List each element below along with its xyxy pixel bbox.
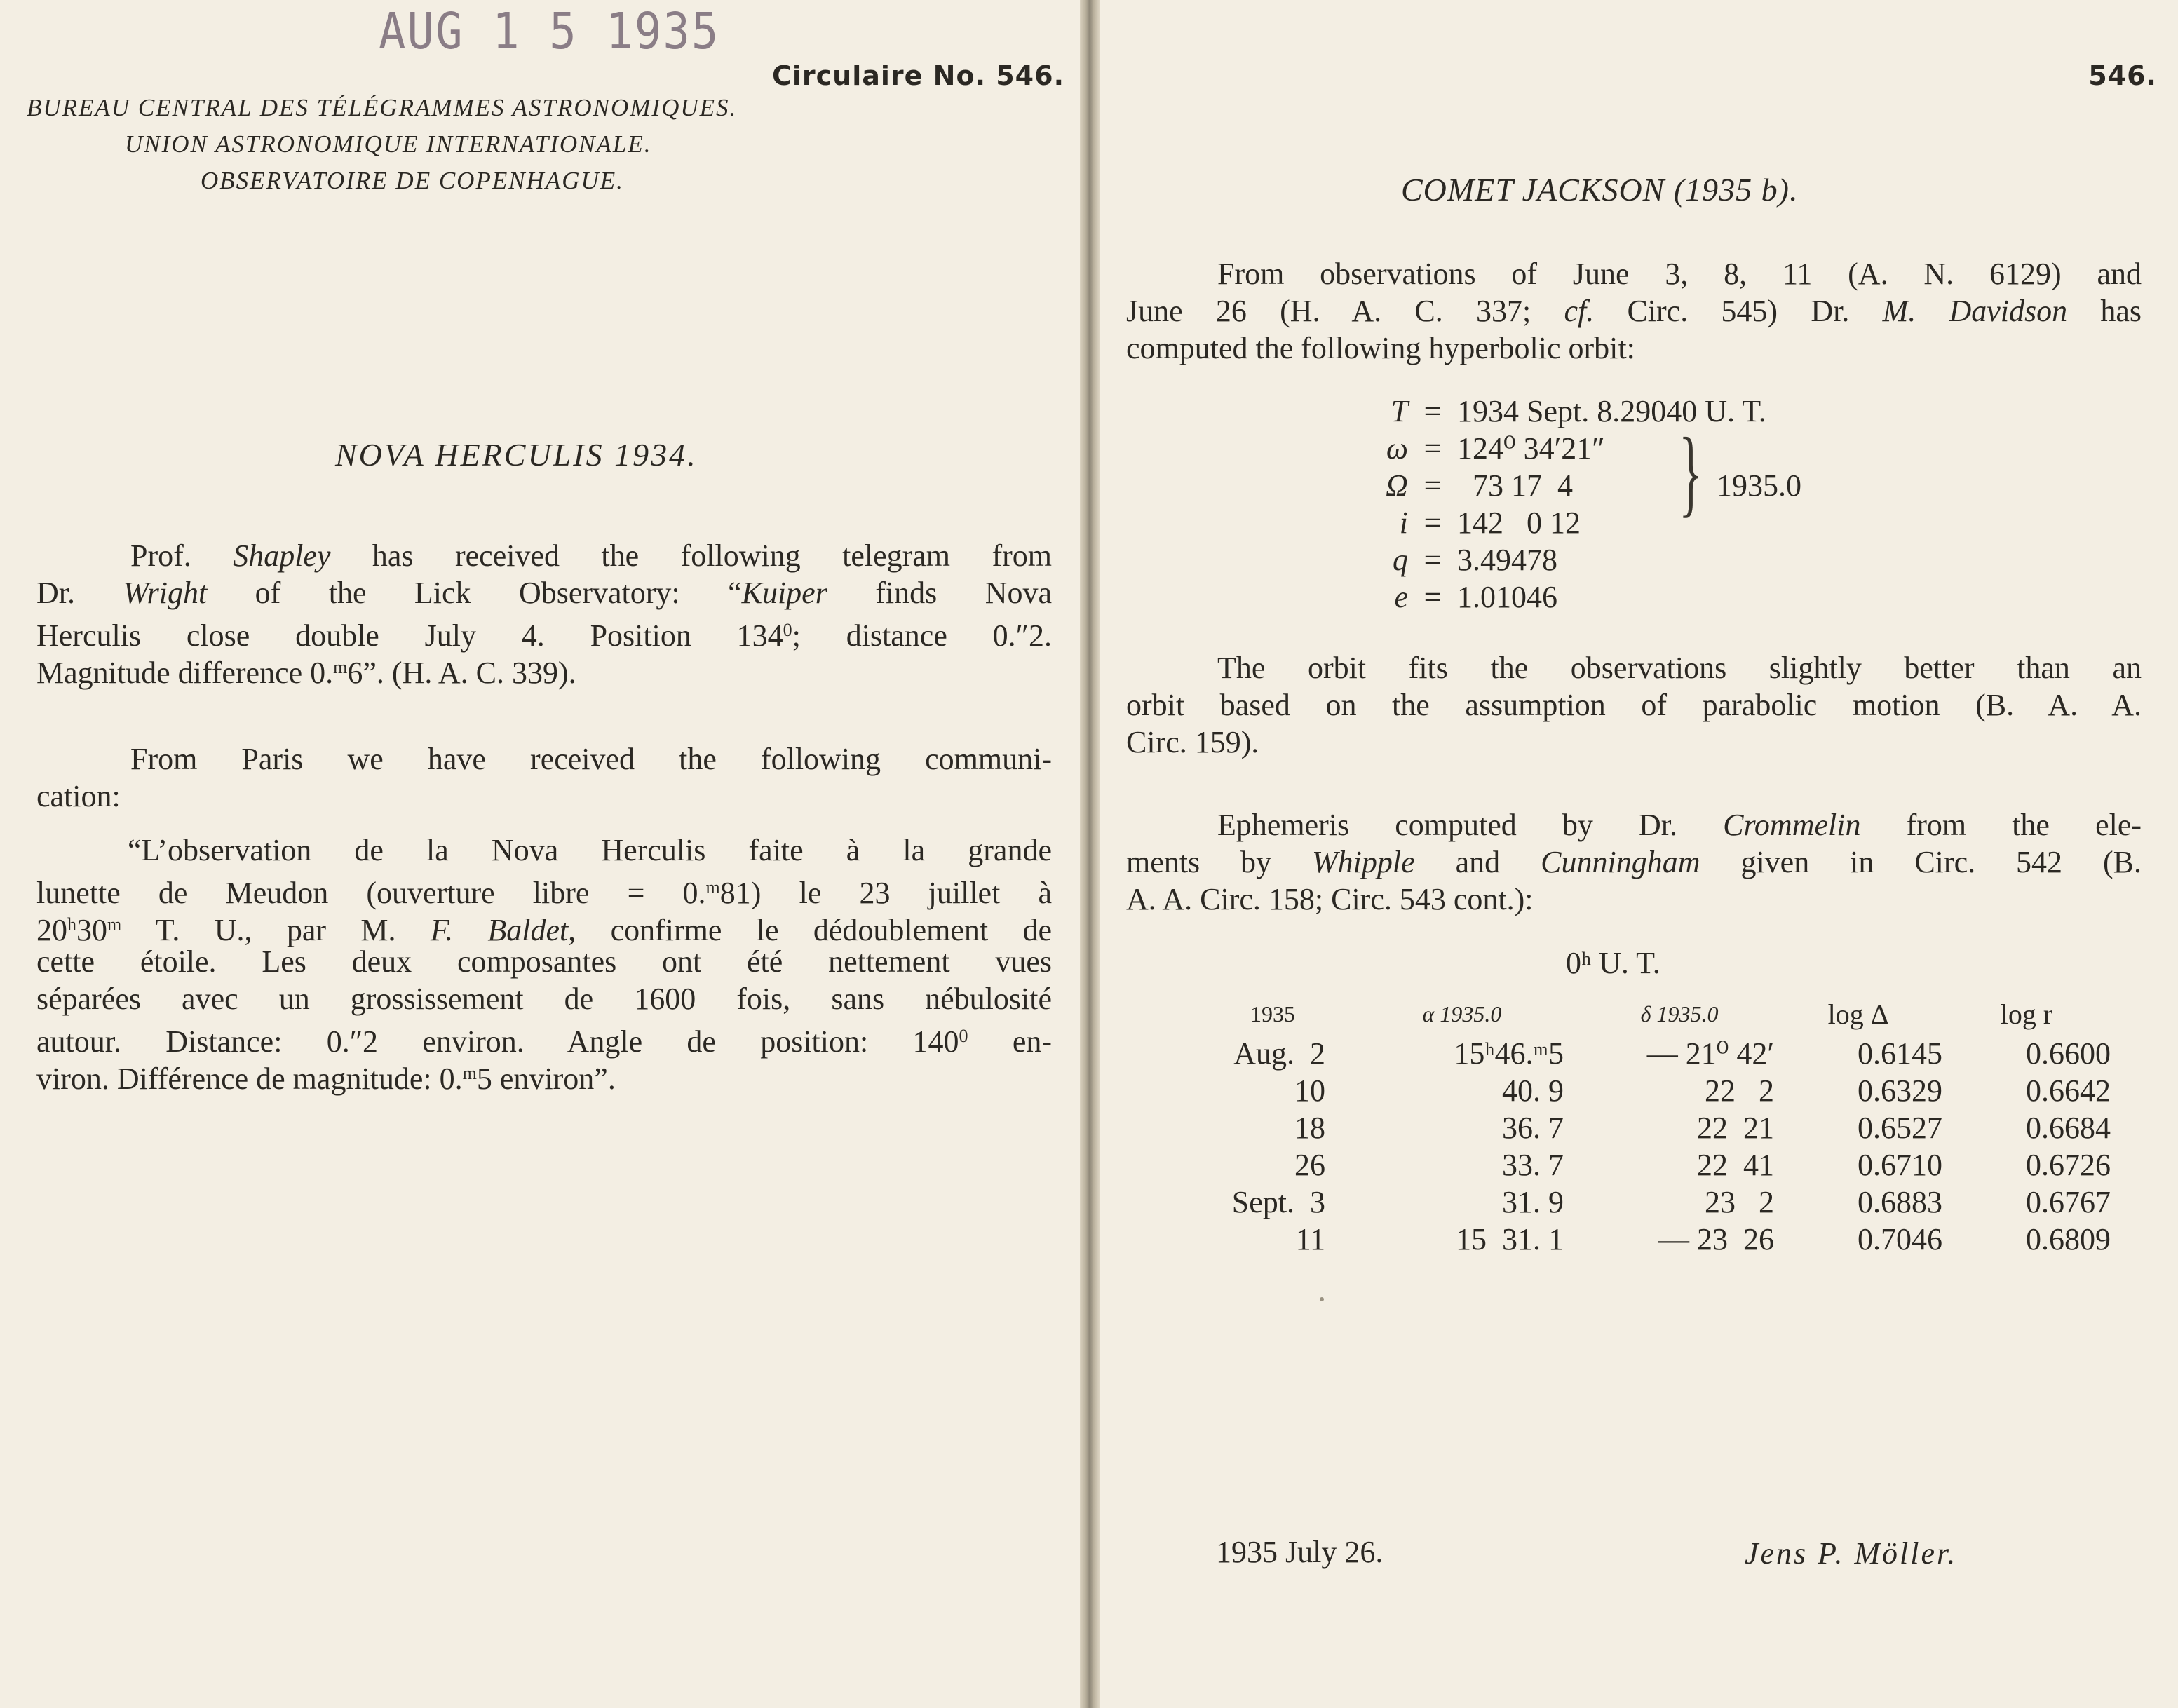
paris-communication-paragraph (36, 832, 1052, 1096)
header-dec: δ 1935.0 (1640, 1001, 1719, 1026)
intro-line: From observations of June 3, 8, 11 (A. N. 6129) and (1217, 257, 2142, 291)
para1-line: Herculis close double July 4. Position $134^0$; distance 0.″2. (36, 618, 1052, 653)
para3-line: 20$^h$30$^m$ T. U., par M. F. Baldet, confirme le dédoublement de (36, 913, 1052, 947)
intro-line: computed the following hyperbolic orbit: (1126, 331, 1635, 365)
para2-line: cation: (36, 779, 121, 813)
para3-line: cette étoile. Les deux composantes ont été nettement vues (36, 944, 1052, 979)
para3-line: lunette de Meudon (ouverture libre = 0.$^m$81) le 23 juillet à (36, 876, 1052, 910)
brace-symbol: } (1679, 418, 1703, 527)
telegram-paragraph (36, 537, 1052, 690)
ephemeris-intro-paragraph (1126, 806, 2142, 918)
table-row: Aug. 2 15ʰ46.ᵐ5 — 21⁰ 42′ 0.6145 0.6600 (1233, 1036, 2111, 1071)
bureau-line-2: UNION ASTRONOMIQUE INTERNATIONALE. (125, 130, 652, 158)
date-line: 1935 July 26. (1216, 1535, 1384, 1569)
table-row: 18 36. 7 22 21 0.6527 0.6684 (1294, 1111, 2111, 1145)
para3-line: autour. Distance: 0.″2 environ. Angle de position: $140^0$ en- (36, 1024, 1052, 1059)
nova-heading: NOVA HERCULIS 1934. (335, 437, 698, 473)
intro-line: June 26 (H. A. C. 337; cf. Circ. 545) Dr. M. Davidson has (1126, 294, 2142, 328)
header-ra: α 1935.0 (1422, 1001, 1502, 1026)
comet-heading: COMET JACKSON (1935 b). (1401, 172, 1799, 208)
orbit-intro-paragraph (1126, 255, 2142, 367)
para2-line: From Paris we have received the following communi- (130, 742, 1052, 776)
fit-line: Circ. 159). (1126, 725, 1259, 759)
para1-line: Dr. Wright of the Lick Observatory: “Kuiper finds Nova (36, 576, 1052, 610)
left-page (0, 0, 1080, 1708)
paper-speck (1320, 1297, 1324, 1301)
orbit-row: q = 3.49478 (1393, 543, 1557, 577)
header-log-delta: log Δ (1827, 998, 1889, 1030)
bureau-line-1: BUREAU CENTRAL DES TÉLÉGRAMMES ASTRONOMIQUES. (27, 94, 738, 121)
eph-line: ments by Whipple and Cunningham given in Circ. 542 (B. (1126, 845, 2142, 879)
para1-line: Prof. Shapley has received the following telegram from (130, 538, 1052, 573)
table-row: 26 33. 7 22 41 0.6710 0.6726 (1294, 1148, 2111, 1182)
para3-line: “L’observation de la Nova Herculis faite à la grande (128, 833, 1052, 867)
para1-line: Magnitude difference 0.$^m$6”. (H. A. C. 339). (36, 656, 576, 690)
orbit-row: T = 1934 Sept. 8.29040 U. T. (1391, 394, 1766, 428)
fit-line: orbit based on the assumption of parabolic motion (B. A. A. (1126, 688, 2142, 722)
orbit-row: ω = 124⁰ 34′21″ (1386, 431, 1605, 466)
orbit-row: e = 1.01046 (1394, 580, 1557, 614)
header-year: 1935 (1250, 1001, 1295, 1026)
book-gutter (1080, 0, 1100, 1708)
paris-intro-paragraph (36, 740, 1052, 815)
bureau-line-3: OBSERVATOIRE DE COPENHAGUE. (201, 167, 624, 194)
table-row: 11 15 31. 1 — 23 26 0.7046 0.6809 (1295, 1222, 2111, 1256)
fit-line: The orbit fits the observations slightly better than an (1217, 651, 2142, 685)
para3-line: viron. Différence de magnitude: 0.$^m$5 environ”. (36, 1062, 616, 1096)
ephemeris-time-label: 0ʰ U. T. (1566, 946, 1660, 980)
eph-line: Ephemeris computed by Dr. Crommelin from the ele- (1217, 808, 2142, 842)
orbital-elements (1366, 393, 1766, 616)
signature: Jens P. Möller. (1745, 1536, 1958, 1571)
table-row: Sept. 3 31. 9 23 2 0.6883 0.6767 (1231, 1185, 2111, 1219)
page-number: 546. (2088, 60, 2157, 91)
right-page (1100, 0, 2178, 1708)
circular-number: Circulaire No. 546. (772, 60, 1064, 91)
received-date-stamp: AUG 1 5 1935 (379, 3, 720, 61)
orbit-row: Ω = 73 17 4 (1386, 468, 1573, 503)
ephemeris-table (1185, 993, 2111, 1258)
table-header-row (1185, 993, 2111, 1035)
eph-line: A. A. Circ. 158; Circ. 543 cont.): (1126, 882, 1534, 916)
orbit-fit-paragraph (1126, 649, 2142, 761)
header-log-r: log r (2000, 998, 2053, 1030)
table-row: 10 40. 9 22 2 0.6329 0.6642 (1294, 1073, 2111, 1108)
epoch-label: 1935.0 (1717, 468, 1801, 503)
para3-line: séparées avec un grossissement de 1600 fois, sans nébulosité (36, 982, 1052, 1016)
orbit-row: i = 142 0 12 (1399, 506, 1581, 540)
